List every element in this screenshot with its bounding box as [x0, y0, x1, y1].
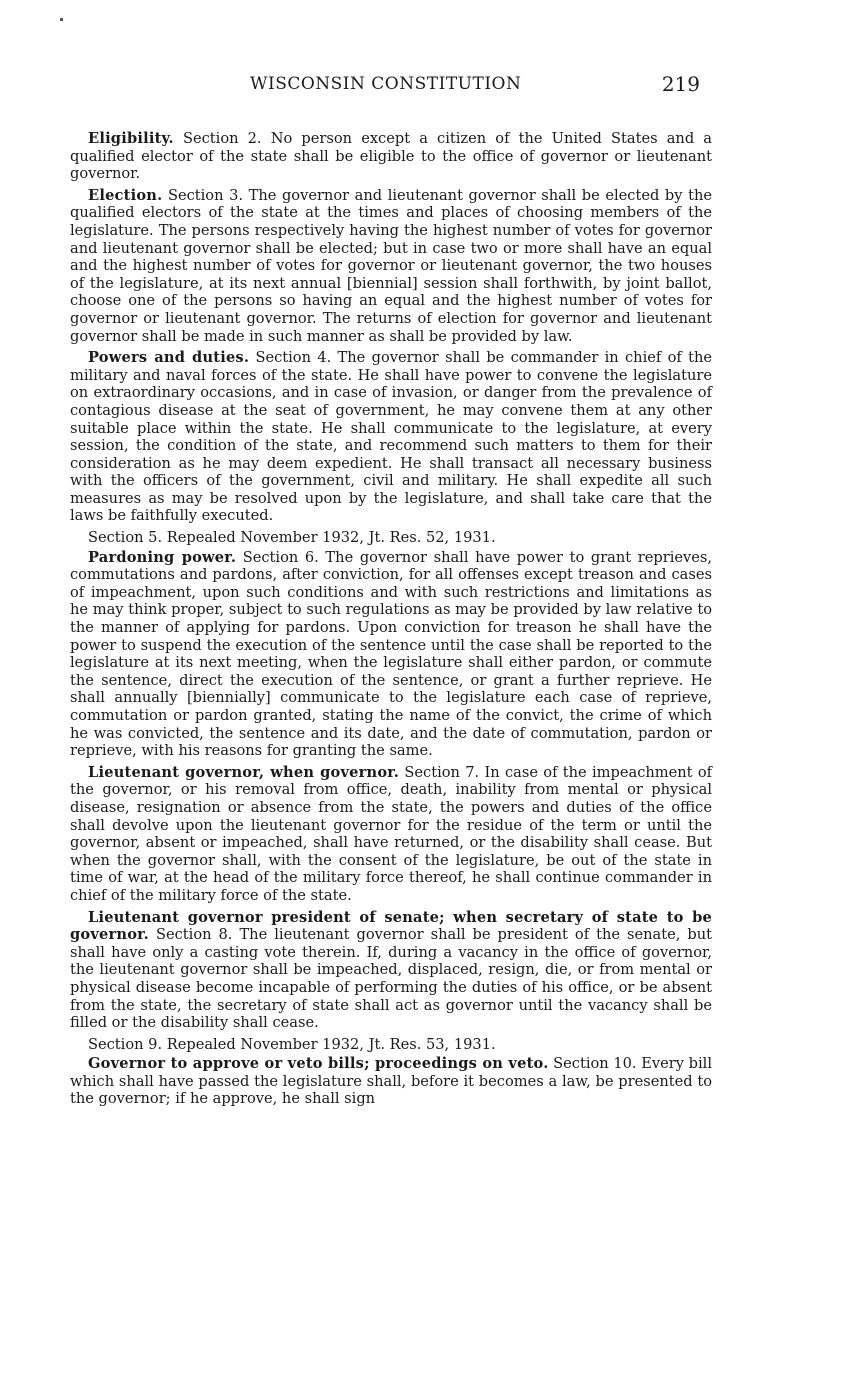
section-text: Section 2. No person except a citizen of the United States and a qualified elector of the state shall be eligible to the office of governor or lieutenant governor. [70, 130, 713, 183]
section-3-election [70, 187, 712, 345]
section-heading: Powers and duties. [88, 349, 250, 367]
section-text: Section 9. Repealed November 1932, Jt. Res. 53, 1931. [88, 1035, 496, 1053]
section-text: Section 10. Every bill which shall have passed the legislature shall, before it becomes a law, be presented to the governor; if he approve, he shall sign [70, 1055, 712, 1108]
document-body [70, 130, 712, 1108]
section-8-president-of-senate [70, 909, 712, 1032]
section-heading: Election. [88, 186, 163, 204]
section-text: Section 5. Repealed November 1932, Jt. Res. 52, 1931. [88, 529, 496, 547]
page-header [70, 70, 712, 104]
section-heading: Lieutenant governor president of senate; when secretary of state to be governor. [70, 908, 712, 944]
section-4-powers-and-duties [70, 349, 712, 525]
section-text: Section 6. The governor shall have power to grant reprieves, commutations and pardons, after conviction, for all offenses except treason and cases of impeachment, upon such conditions and with such restrictions and limitations as he may think proper, subject to such regulations as may be provided by law relative to the manner of applying for pardons. Upon conviction for treason he shall have the power to suspend the execution of the sentence until the case shall be reported to the legislature at its next meeting, when the legislature shall either pardon, or commute the sentence, direct the execution of the sentence, or grant a further reprieve. He shall annually [biennially] communicate to the legislature each case of reprieve, commutation or pardon granted, stating the name of the convict, the crime of which he was convicted, the sentence and its date, and the date of commutation, pardon or reprieve, with his reasons for granting the same. [70, 548, 713, 760]
running-title: WISCONSIN CONSTITUTION [250, 74, 522, 94]
section-10-veto [70, 1055, 712, 1108]
section-7-lieutenant-governor [70, 764, 712, 905]
section-text: Section 3. The governor and lieutenant governor shall be elected by the qualified electors of the state at the times and places of choosing members of the legislature. The persons respectively having the highest number of votes for governor and lieutenant governor shall be elected; but in case two or more shall have an equal and the highest number of votes for governor or lieutenant governor, the two houses of the legislature, at its next annual [biennial] session shall forthwith, by joint ballot, choose one of the persons so having an equal and the highest number of votes for governor or lieutenant governor. The returns of election for governor and lieutenant governor shall be made in such manner as shall be provided by law. [70, 186, 712, 345]
section-2-eligibility [70, 130, 712, 183]
section-heading: Lieutenant governor, when governor. [88, 763, 400, 781]
section-text: Section 8. The lieutenant governor shall be president of the senate, but shall have only a casting vote therein. If, during a vacancy in the office of governor, the lieutenant governor shall be impeached, displaced, resign, die, or from mental or physical disease become incapable of performing the duties of his office, or be absent from the state, the secretary of state shall act as governor until the vacancy shall be filled or the disability shall cease. [70, 926, 712, 1032]
section-heading: Pardoning power. [88, 548, 237, 566]
section-9-repealed [70, 1036, 712, 1054]
section-heading: Eligibility. [88, 130, 174, 147]
document-page [70, 70, 712, 1112]
section-heading: Governor to approve or veto bills; proceedings on veto. [88, 1055, 549, 1073]
section-5-repealed [70, 529, 712, 547]
section-text: Section 4. The governor shall be commander in chief of the military and naval forces of the state. He shall have power to convene the legislature on extraordinary occasions, and in case of invasion, or danger from the prevalence of contagious disease at the seat of government, he may convene them at any other suitable place within the state. He shall communicate to the legislature, at every session, the condition of the state, and recommend such matters to them for their consideration as he may deem expedient. He shall transact all necessary business with the officers of the government, civil and military. He shall expedite all such measures as may be resolved upon by the legislature, and shall take care that the laws be faithfully executed. [70, 349, 713, 525]
section-text: Section 7. In case of the impeachment of the governor, or his removal from office, death, inability from mental or physical disease, resignation or absence from the state, the powers and duties of the office shall devolve upon the lieutenant governor for the residue of the term or until the governor, absent or impeached, shall have returned, or the disability shall cease. But when the governor shall, with the consent of the legislature, be out of the state in time of war, at the head of the military force thereof, he shall continue commander in chief of the military force of the state. [70, 763, 713, 904]
section-6-pardoning-power [70, 549, 712, 760]
ink-speck [60, 18, 63, 21]
page-number: 219 [661, 72, 700, 96]
